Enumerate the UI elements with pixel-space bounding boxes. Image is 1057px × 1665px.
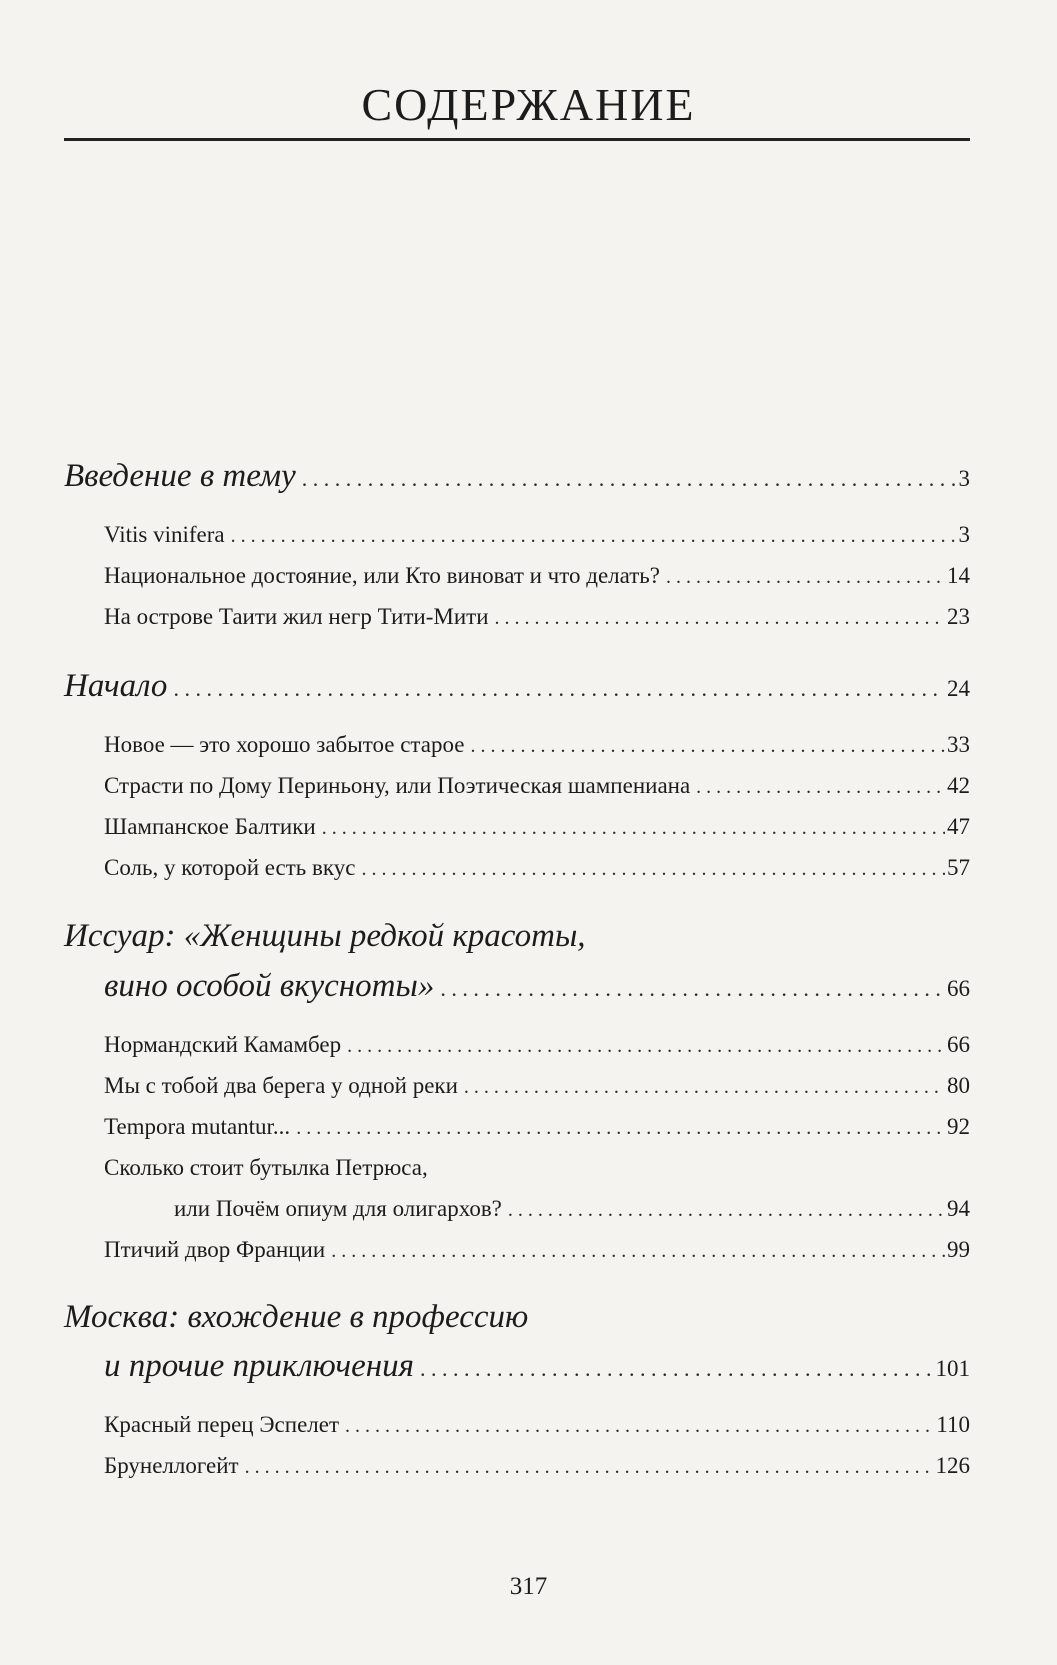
toc-entry[interactable]: Страсти по Дому Периньону, или Поэтическая шампениана . . . 42 — [64, 773, 970, 799]
toc-entry[interactable]: Мы с тобой два берега у одной реки . . . 80 — [64, 1073, 970, 1099]
toc-entry[interactable]: Нормандский Камамбер . . . 66 — [64, 1032, 970, 1058]
toc-section-entry-line1[interactable]: Москва: вхождение в профессию — [64, 1299, 529, 1335]
toc-entry[interactable]: Соль, у которой есть вкус . . . 57 — [64, 855, 970, 881]
toc-section-entry-line1[interactable]: Иссуар: «Женщины редкой красоты, — [64, 918, 586, 954]
toc-entry[interactable]: Национальное достояние, или Кто виноват и что делать? . . . 14 — [64, 563, 970, 589]
toc-section-entry[interactable]: и прочие приключения . . . 101 — [64, 1348, 970, 1385]
toc-section-entry[interactable]: Введение в тему . . . 3 — [64, 458, 970, 495]
toc-entry[interactable]: Красный перец Эспелет . . . 110 — [64, 1412, 970, 1438]
toc-entry[interactable]: Новое — это хорошо забытое старое . . . 33 — [64, 732, 970, 758]
toc-entry[interactable]: Tempora mutantur... . . . 92 — [64, 1114, 970, 1140]
toc-entry[interactable]: Птичий двор Франции . . . 99 — [64, 1237, 970, 1263]
toc-entry[interactable]: Шампанское Балтики . . . 47 — [64, 814, 970, 840]
toc-entry[interactable]: Брунеллогейт . . . 126 — [64, 1453, 970, 1479]
table-of-contents — [64, 0, 970, 1665]
toc-entry[interactable]: или Почём опиум для олигархов? . . . 94 — [64, 1196, 970, 1222]
page-number: 317 — [509, 1573, 548, 1600]
toc-entry-line1[interactable]: Сколько стоит бутылка Петрюса, — [104, 1155, 428, 1180]
toc-entry[interactable]: Vitis vinifera . . . 3 — [64, 522, 970, 548]
toc-section-entry[interactable]: Начало . . . 24 — [64, 668, 970, 705]
toc-entry[interactable]: На острове Таити жил негр Тити-Мити . . . 23 — [64, 604, 970, 630]
toc-section-entry[interactable]: вино особой вкусноты» . . . 66 — [64, 968, 970, 1005]
page-title: СОДЕРЖАНИЕ — [361, 79, 696, 130]
